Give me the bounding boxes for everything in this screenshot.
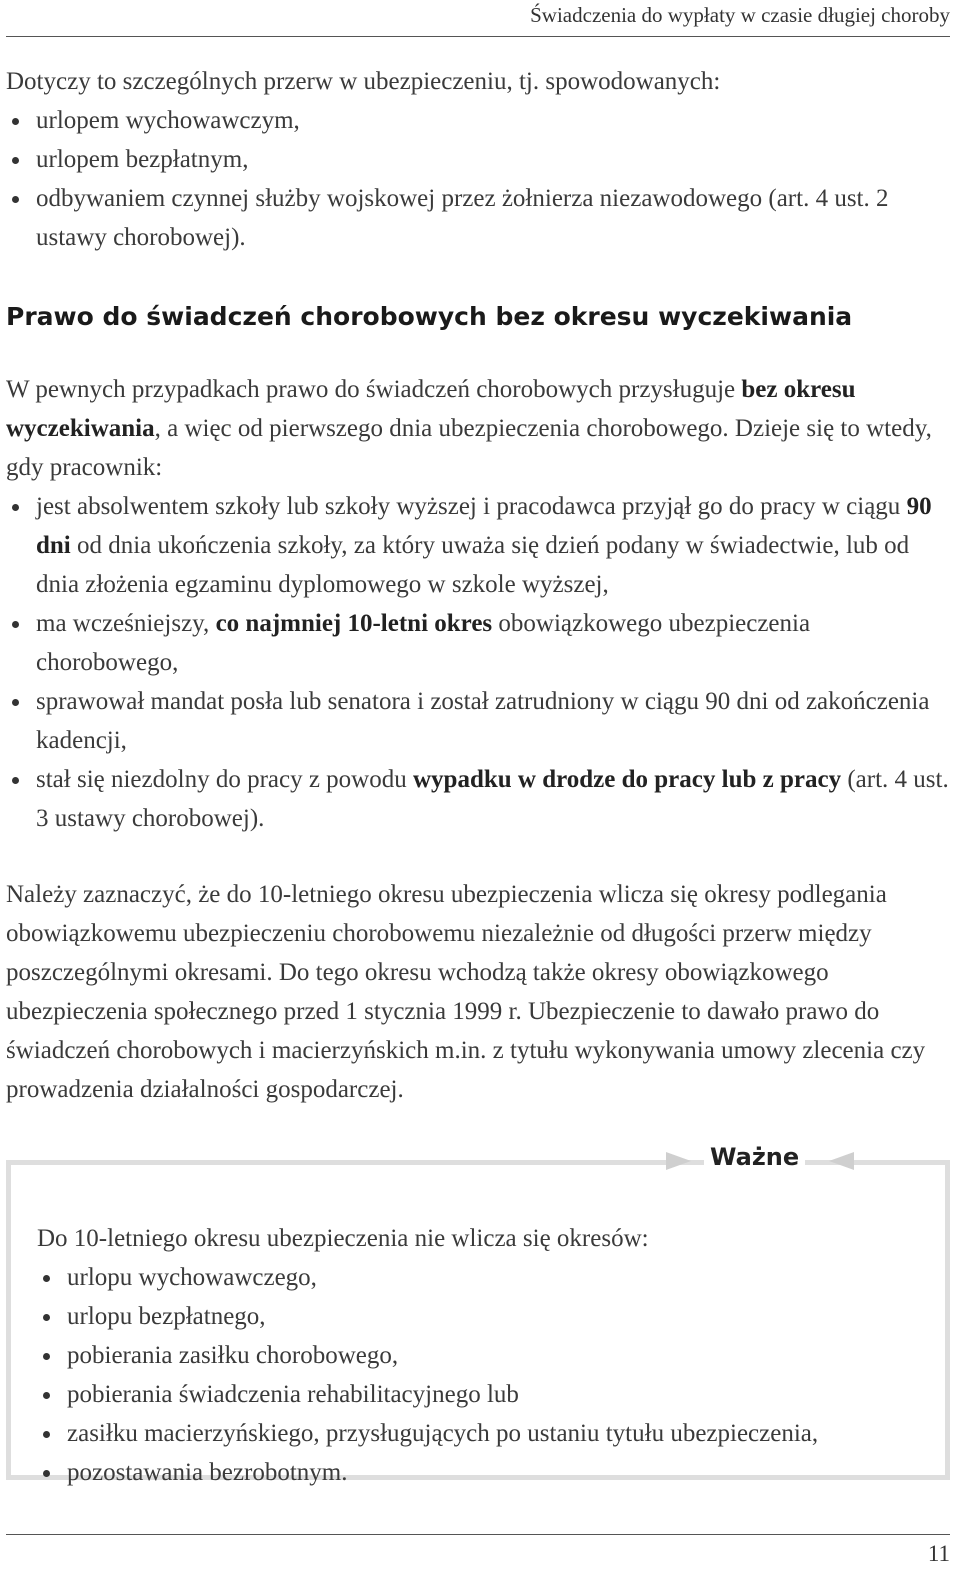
section2-paragraph (6, 370, 950, 487)
text-bold: wypadku w drodze do pracy lub z pracy (413, 766, 842, 793)
list-item: sprawował mandat posła lub senatora i został zatrudniony w ciągu 90 dni od zakończenia kadencji, (6, 682, 950, 760)
running-header-title: Świadczenia do wypłaty w czasie długiej choroby (530, 3, 950, 27)
section1-intro: Dotyczy to szczególnych przerw w ubezpieczeniu, tj. spowodowanych: (6, 68, 721, 95)
text-run: ma wcześniejszy, (36, 610, 216, 637)
list-item: urlopu wychowawczego, (37, 1258, 925, 1297)
section2-list (6, 487, 950, 838)
list-item (6, 487, 950, 604)
section-heading: Prawo do świadczeń chorobowych bez okresu wyczekiwania (6, 302, 853, 331)
important-box-body (37, 1219, 925, 1492)
list-item: urlopem bezpłatnym, (6, 140, 950, 179)
list-item: urlopu bezpłatnego, (37, 1297, 925, 1336)
important-label: Ważne (704, 1143, 805, 1171)
text-bold: bez okresu wyczekiwania (6, 376, 856, 442)
arrow-left-icon (824, 1150, 864, 1172)
text-run: stał się niezdolny do pracy z powodu (36, 766, 413, 793)
text-run: , a więc od pierwszego dnia ubezpieczenia chorobowego. Dzieje się to wtedy, gdy pracownik: (6, 415, 932, 481)
page-footer (6, 1534, 950, 1566)
list-item: urlopem wychowawczym, (6, 101, 950, 140)
list-item (6, 760, 950, 838)
text-run: jest absolwentem szkoły lub szkoły wyższej i pracodawca przyjął go do pracy w ciągu (36, 493, 907, 520)
page-content (6, 62, 950, 1109)
list-item: pobierania świadczenia rehabilitacyjnego lub (37, 1375, 925, 1414)
list-item: pozostawania bezrobotnym. (37, 1453, 925, 1492)
text-run: W pewnych przypadkach prawo do świadczeń chorobowych przysługuje (6, 376, 742, 403)
important-box (6, 1136, 950, 1486)
important-box-frame (6, 1160, 950, 1486)
list-item (6, 604, 950, 682)
section1-list (6, 101, 950, 257)
page-number: 11 (927, 1541, 950, 1566)
list-item: pobierania zasiłku chorobowego, (37, 1336, 925, 1375)
list-item: zasiłku macierzyńskiego, przysługujących po ustaniu tytułu ubezpieczenia, (37, 1414, 925, 1453)
running-header (6, 0, 950, 37)
list-item: odbywaniem czynnej służby wojskowej przez żołnierza niezawodowego (art. 4 ust. 2 ustawy chorobowej). (6, 179, 950, 257)
text-run: (art. 4 ust. 3 ustawy chorobowej). (36, 766, 949, 832)
section3-paragraph: Należy zaznaczyć, że do 10-letniego okresu ubezpieczenia wlicza się okresy podlegania obowiązkowemu ubezpieczeniu chorobowemu niezależnie od długości przerw między poszczególnymi okresami. Do tego okresu wchodzą także okresy obowiązkowego ubezpieczenia społecznego przed 1 stycznia 1999 r. Ubezpieczenie to dawało prawo do świadczeń chorobowych i macierzyńskich m.in. z tytułu wykonywania umowy zlecenia czy prowadzenia działalności gospodarczej. (6, 881, 926, 1103)
text-run: od dnia ukończenia szkoły, za który uważa się dzień podany w świadectwie, lub od dnia złożenia egzaminu dyplomowego w szkole wyższej, (36, 532, 910, 598)
text-run: obowiązkowego ubezpieczenia chorobowego, (36, 610, 811, 676)
important-box-intro: Do 10-letniego okresu ubezpieczenia nie wlicza się okresów: (37, 1225, 649, 1252)
text-bold: 90 dni (36, 493, 932, 559)
arrow-right-icon (6, 1150, 696, 1172)
text-bold: co najmniej 10-letni okres (215, 610, 493, 637)
important-box-list (37, 1258, 925, 1492)
